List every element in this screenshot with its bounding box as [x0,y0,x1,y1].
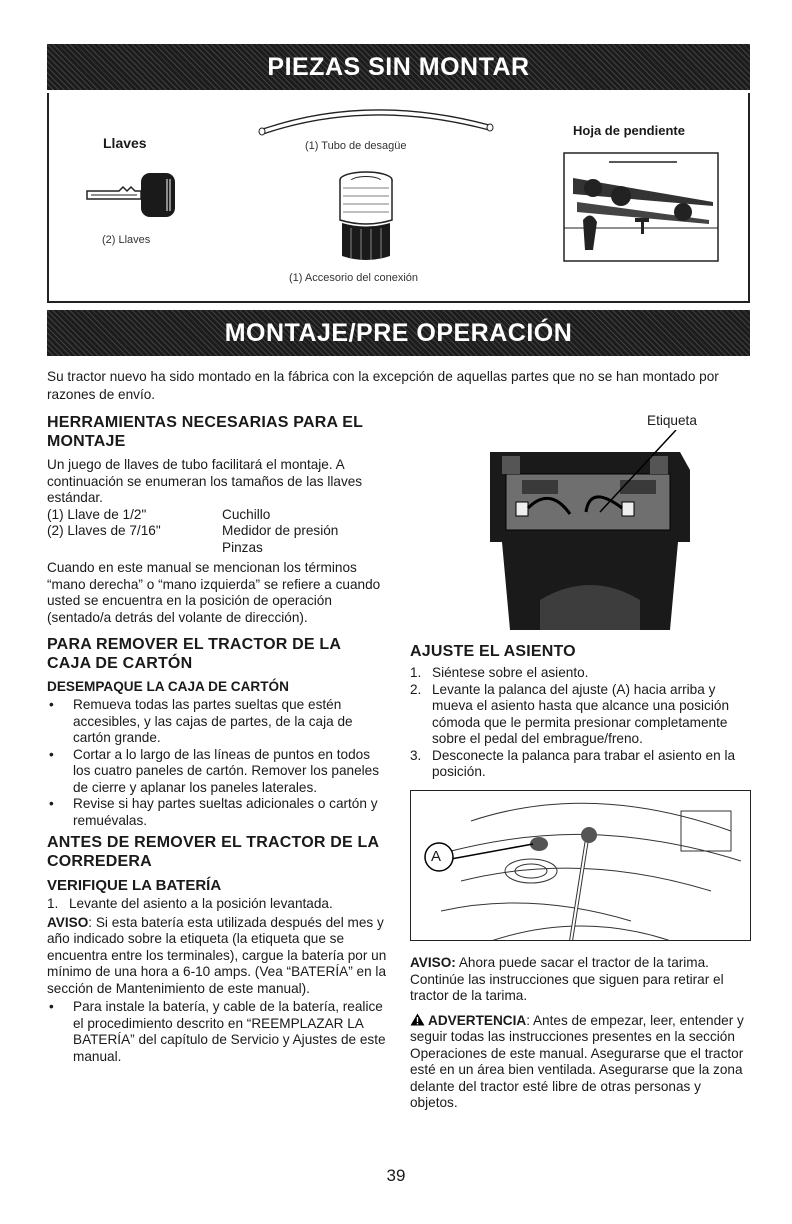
before-removing-heading: ANTES DE REMOVER EL TRACTOR DE LA CORREDERA [47,834,379,870]
keys-caption: (2) Llaves [102,234,151,246]
unassembled-parts-banner [47,44,750,90]
notice-label: AVISO: [410,955,456,970]
adjust-seat-heading: AJUSTE EL ASIENTO [410,643,576,660]
keys-title: Llaves [103,135,147,151]
pallet-notice [410,955,752,1005]
keys-illustration [79,165,189,225]
list-item: 1. Levante del asiento a la posición levantada. [47,896,333,911]
drain-tube-illustration [249,101,499,141]
tool-item: Cuchillo [222,506,271,522]
seat-lever-figure [410,790,751,941]
tools-text: Un juego de llaves de tubo facilitará el montaje. A continuación se enumeran los tamaños de las llaves estándar. [47,457,363,505]
unpack-carton-subheading: DESEMPAQUE LA CAJA DE CARTÓN [47,679,289,694]
intro-paragraph: Su tractor nuevo ha sido montado en la fábrica con la excepción de aquellas partes que no se han montado por razones de envío. [47,369,719,402]
list-item: • Cortar a lo largo de las líneas de puntos en todos los cuatro paneles de cartón. Remover los paneles de cierre y aplanar los paneles laterales. [47,747,387,797]
tools-list [47,507,387,557]
notice-text: Ahora puede sacar el tractor de la tarima. Continúe las instrucciones que siguen para retirar el tractor de la tarima. [410,955,724,1003]
warning-notice [410,1013,752,1112]
drain-tube-caption: (1) Tubo de desagüe [305,140,407,152]
list-item: 2. Levante la palanca del ajuste (A) hacia arriba y mueva el asiento hasta que alcance una posición cómoda que le permita presionar completamente sobre el pedal del embrague/freno. [410,681,729,746]
unassembled-parts-box [47,93,750,303]
battery-seat-figure [480,430,710,640]
remove-from-carton-heading: PARA REMOVER EL TRACTOR DE LA CAJA DE CARTÓN [47,636,341,672]
callout-a: A [431,848,442,865]
left-column [47,413,387,1065]
battery-install-list [47,999,387,1065]
warning-label: ADVERTENCIA [428,1012,527,1028]
list-item: • Para instale la batería, y cable de la batería, realice el procedimiento descrito en “REEMPLAZAR LA BATERÍA” del capítulo de Servicio y Ajustes de este manual. [47,999,387,1065]
right-notices [410,955,752,1112]
list-item: 3. Desconecte la palanca para trabar el asiento en la posición. [410,747,736,779]
warning-text: : Antes de empezar, leer, entender y seguir todas las instrucciones presentes en la sección Operaciones de este manual. Asegurarse que el tractor esté en un área bien ventilada. Asegurarse que la zona delante del tractor esté libre de otras personas y objetos. [410,1012,744,1110]
seat-steps-list [410,665,752,781]
right-column [410,642,752,781]
tool-item: Pinzas [222,539,263,555]
label-callout: Etiqueta [647,413,697,428]
tools-heading: HERRAMIENTAS NECESARIAS PARA EL MONTAJE [47,414,363,450]
connection-fitting-caption: (1) Accesorio del conexión [289,272,419,284]
unpack-steps-list [47,697,387,829]
slope-sheet-title: Hoja de pendiente [573,123,685,138]
assembly-preoperation-title: MONTAJE/PRE OPERACIÓN [224,318,573,347]
tool-item: Medidor de presión [222,523,339,538]
page-number: 39 [386,1166,406,1185]
unassembled-parts-title: PIEZAS SIN MONTAR [267,52,530,81]
slope-sheet-illustration [563,152,719,262]
assembly-preoperation-banner [47,310,750,356]
list-item: • Remueva todas las partes sueltas que estén accesibles, y las cajas de partes, de la caja de cartón grande. [47,697,387,747]
check-battery-subheading: VERIFIQUE LA BATERÍA [47,877,222,894]
connection-fitting-illustration [331,168,401,268]
tool-item: (2) Llaves de 7/16" [47,523,161,538]
notice-label: AVISO [47,914,89,930]
tool-item: (1) Llave de 1/2" [47,506,147,522]
list-item: • Revise si hay partes sueltas adicionales o cartón y remuévalas. [47,796,387,829]
battery-steps-list [47,896,387,913]
notice-text: : Si esta batería esta utilizada después del mes y año indicado sobre la etiqueta (la etiqueta que se encuentra entre los terminales), cargue la batería por un mínimo de una hora a 6-10 amps. (Vea “BATERÍA” en la sección de Mantenimiento de este manual). [47,914,387,996]
warning-icon [410,1013,425,1026]
list-item: 1. Siéntese sobre el asiento. [410,665,589,680]
hand-definition-note: Cuando en este manual se mencionan los términos “mano derecha” o “mano izquierda” se refiere a cuando usted se encuentra en la posición de operación (sentado/a detrás del volante de dirección). [47,560,381,625]
battery-notice [47,915,387,998]
